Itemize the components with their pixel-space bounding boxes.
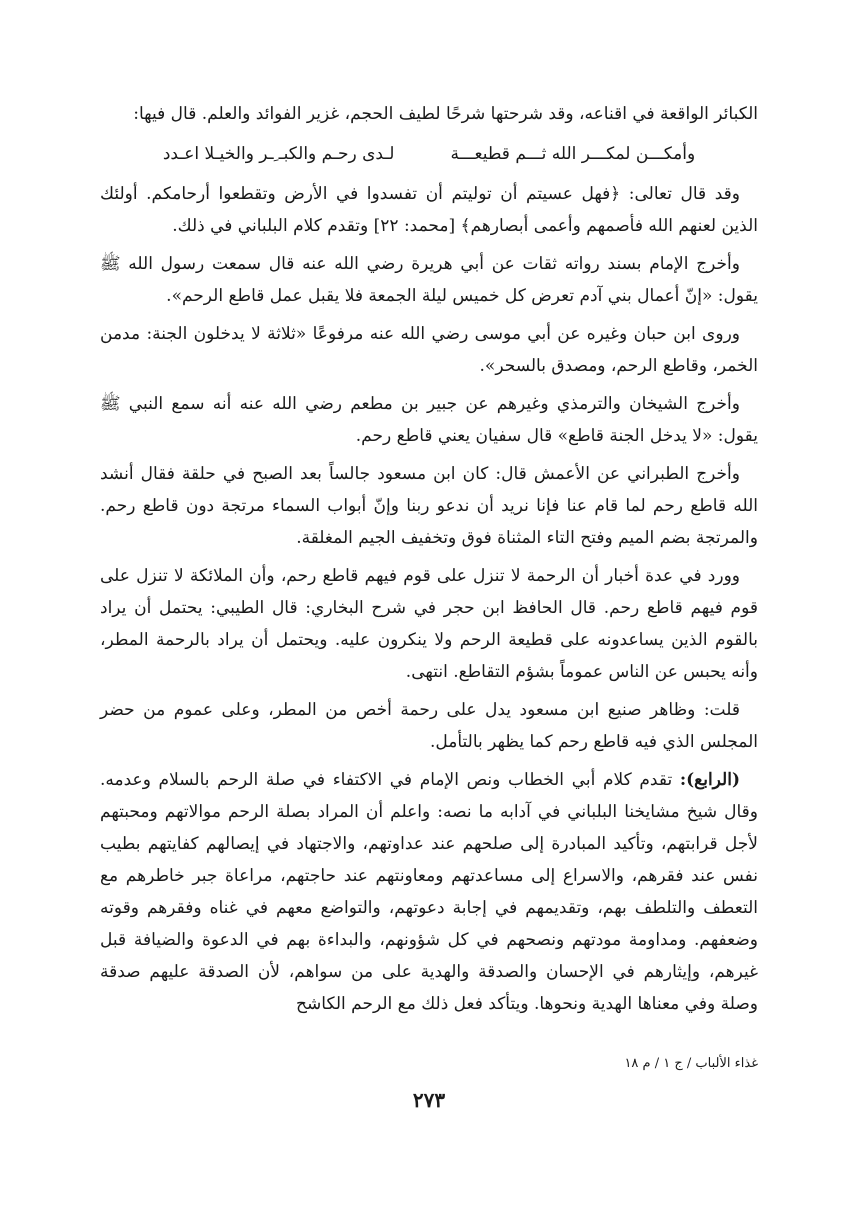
paragraph-intro: الكبائر الواقعة في اقناعه، وقد شرحتها شرحًا لطيف الحجم، غزير الفوائد والعلم. قال فيها: <box>133 104 758 124</box>
fourth-point-text: تقدم كلام أبي الخطاب ونص الإمام في الاكتفاء في صلة الرحم بالسلام وعدمه. وقال شيخ مشايخنا البلباني في آدابه ما نصه: واعلم أن المراد بصلة الرحم موالاتهم ومحبتهم لأجل قرابتهم، وتأكيد المبادرة إلى صلحهم عند عداوتهم، والاجتهاد في إيصالهم كفايتهم بطيب نفس عند فقرهم، والاسراع إلى مساعدتهم ومعاونتهم عند حاجتهم، مراعاة جبر خاطرهم مع التعطف والتلطف بهم، وتقديمهم في إجابة دعوتهم، والتواضع معهم في غناه وفقرهم وقوته وضعفهم. ومداومة مودتهم ونصحهم في كل شؤونهم، والبداءة بهم في الدعوة والضيافة قبل غيرهم، وإيثارهم في الإحسان والصدقة والهدية على من سواهم، لأن الصدقة عليهم صدقة وصلة وفي معناها الهدية ونحوها. ويتأكد فعل ذلك مع الرحم الكاشح <box>100 770 758 1014</box>
fourth-point-label: (الرابع): <box>679 770 740 790</box>
paragraph-author-note: قلت: وظاهر صنيع ابن مسعود يدل على رحمة أخص من المطر، وعلى عموم من حضر المجلس الذي فيه قاطع رحم كما يظهر بالتأمل. <box>100 700 758 752</box>
poem-verse <box>100 138 758 170</box>
page-number: ٢٧٣ <box>412 1088 446 1112</box>
paragraph-abu-hurayra-hadith: وأخرج الإمام بسند رواته ثقات عن أبي هريرة رضي الله عنه قال سمعت رسول الله ﷺ يقول: «إنّ أعمال بني آدم تعرض كل خميس ليلة الجمعة فلا يقبل عمل قاطع الرحم». <box>100 254 758 306</box>
paragraph-jubayr-hadith: وأخرج الشيخان والترمذي وغيرهم عن جبير بن مطعم رضي الله عنه أنه سمع النبي ﷺ يقول: «لا يدخل الجنة قاطع» قال سفيان يعني قاطع رحم. <box>100 394 758 446</box>
verse-first-hemistich: وأمكـــن لمكـــر الله ثـــم قطيعـــة <box>450 144 696 164</box>
paragraph-mercy-reports: وورد في عدة أخبار أن الرحمة لا تنزل على قوم فيهم قاطع رحم، وأن الملائكة لا تنزل على قوم فيهم قاطع رحم. قال الحافظ ابن حجر في شرح البخاري: قال الطيبي: يحتمل أن يراد بالقوم الذين يساعدونه على قطيعة الرحم ولا ينكرون عليه. ويحتمل أن يراد بالرحمة المطر، وأنه يحبس عن الناس عموماً بشؤم التقاطع. انتهى. <box>100 566 758 682</box>
page-body <box>100 98 758 1026</box>
paragraph-fourth-point <box>100 764 758 1020</box>
paragraph-quran-verse: وقد قال تعالى: ﴿فهل عسيتم أن توليتم أن تفسدوا في الأرض وتقطعوا أرحامكم. أولئك الذين لعنهم الله فأصمهم وأعمى أبصارهم﴾ [محمد: ٢٢] وتقدم كلام البلباني في ذلك. <box>100 184 758 236</box>
paragraph-tabarani-report: وأخرج الطبراني عن الأعمش قال: كان ابن مسعود جالساً بعد الصبح في حلقة فقال أنشد الله قاطع رحم لما قام عنا فإنا نريد أن ندعو ربنا وإنّ أبواب السماء مرتجة دون قاطع رحم. والمرتجة بضم الميم وفتح التاء المثناة فوق وتخفيف الجيم المغلقة. <box>100 464 758 548</box>
verse-second-hemistich: لـدى رحـم والكبـ ِـر والخيـلا اعـدد <box>162 144 395 164</box>
footer-signature: غذاء الألباب / ج ١ / م ١٨ <box>624 1056 758 1071</box>
paragraph-ibn-hibban-hadith: وروى ابن حبان وغيره عن أبي موسى رضي الله عنه مرفوعًا «ثلاثة لا يدخلون الجنة: مدمن الخمر، وقاطع الرحم، ومصدق بالسحر». <box>100 324 758 376</box>
